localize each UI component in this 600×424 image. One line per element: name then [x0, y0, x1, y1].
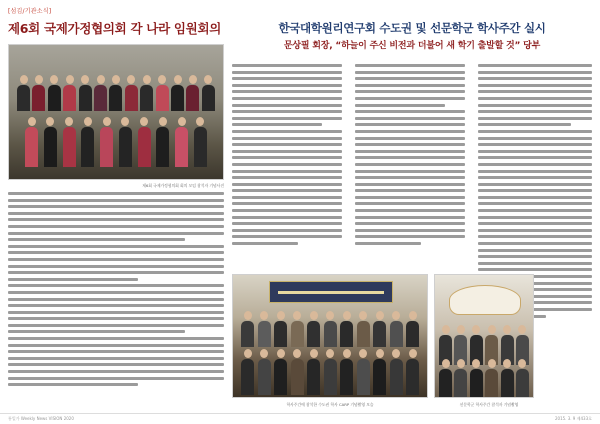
left-article-body	[8, 192, 224, 410]
right-article	[232, 6, 592, 410]
carp-group-photo	[232, 274, 428, 398]
sunmoon-photo-caption: 선문학군 학사주간 참석자 기념촬영	[459, 402, 519, 407]
people-back-row	[241, 311, 419, 347]
publication-name: 통일가 Weekly News VISION 2020	[8, 416, 74, 421]
page-footer	[0, 413, 600, 424]
left-article-title: 제6회 국제가정협의회 각 나라 임원회의	[8, 21, 222, 36]
people-front-row	[439, 359, 529, 398]
left-photo-caption: 제6회 국제가정협의회 회의 모임 참석자 기념사진	[142, 183, 224, 188]
event-banner	[269, 281, 393, 303]
issue-info: 2015. 3. 9 제433호	[555, 416, 592, 421]
text-column-1	[232, 64, 342, 268]
left-article	[8, 6, 224, 410]
people-front-row	[25, 117, 207, 167]
right-article-subtitle: 문상필 회장, “하늘이 주신 비전과 더불어 새 학기 출발할 것” 당부	[283, 41, 541, 51]
text-column-2	[355, 64, 465, 268]
people-back-row	[17, 75, 215, 111]
people-front-row	[241, 349, 419, 395]
right-article-title: 한국대학원리연구회 수도권 및 선문학군 학사주간 실시	[278, 21, 546, 35]
carp-photo-caption: 학사주간에 참석한 수도권 학사 CARP 기념촬영 모습	[286, 402, 374, 407]
group-photo	[8, 44, 224, 180]
section-tag: [섬김/기관소식]	[8, 8, 52, 15]
sunmoon-group-photo	[434, 274, 534, 398]
event-banner	[449, 285, 521, 315]
